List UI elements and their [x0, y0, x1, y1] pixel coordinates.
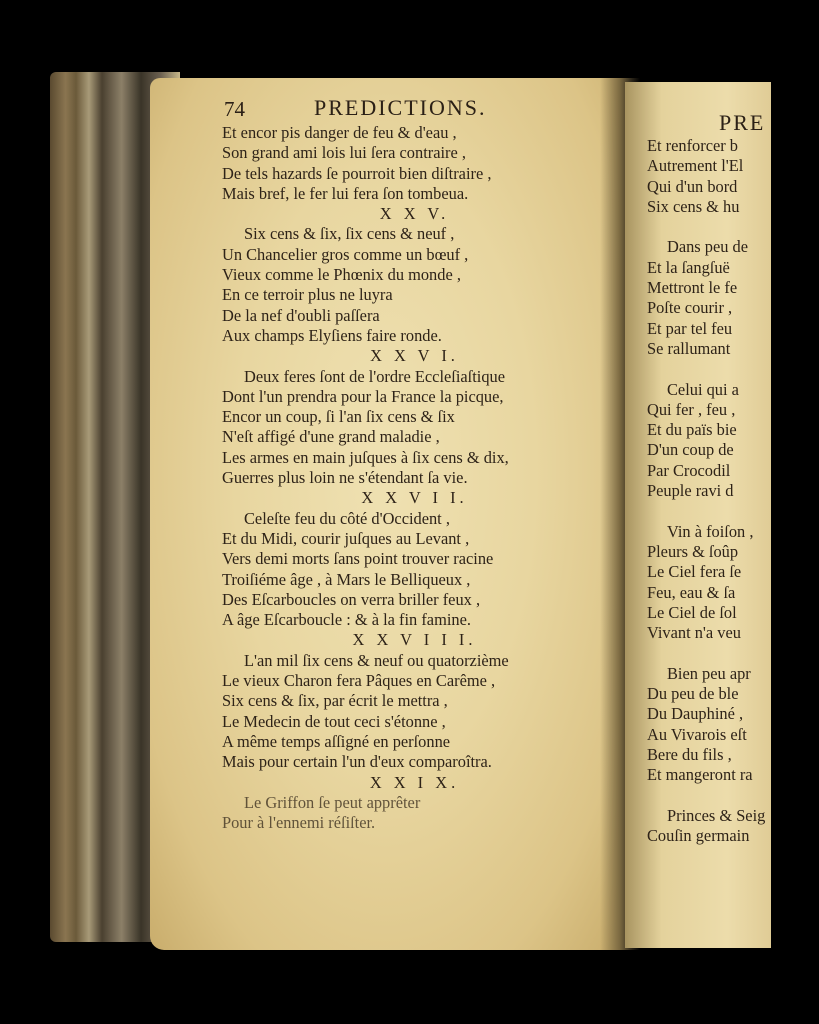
verse-line: Du peu de ble [647, 684, 739, 704]
right-page-text [647, 110, 771, 846]
verse-line: En ce terroir plus ne luyra [222, 285, 393, 305]
verse-line: De la nef d'oubli paſſera [222, 305, 380, 325]
verse-line: Pleurs & ſoûp [647, 541, 739, 561]
verse-line: Au Vivarois eſt [647, 724, 747, 744]
verse-line: Des Eſcarboucles on verra briller feux , [222, 589, 481, 609]
verse-line: Qui fer , feu , [647, 399, 736, 419]
verse-line: Se rallumant [647, 338, 731, 358]
verse-line: Pour à l'ennemi réſiſter. [222, 813, 376, 833]
verse-line: Bien peu apr [667, 663, 751, 683]
verse-line: Six cens & hu [647, 196, 740, 216]
verse-line: Et par tel feu [647, 318, 733, 338]
verse-line: Le vieux Charon fera Pâques en Carême , [222, 671, 496, 691]
verse-line: Vivant n'a veu [647, 623, 741, 643]
verse-line: Un Chancelier gros comme un bœuf , [222, 244, 469, 264]
verse-line: Le Griffon ſe peut apprêter [244, 792, 421, 812]
verse-line: Six cens & ſix, par écrit le mettra , [222, 691, 448, 711]
verse-line: Mais pour certain l'un d'eux comparoîtra. [222, 752, 492, 772]
verse-line: Le Ciel de ſol [647, 602, 737, 622]
verse-line: Vieux comme le Phœnix du monde , [222, 265, 461, 285]
verse-line: Deux feres ſont de l'ordre Eccleſiaſtique [244, 366, 505, 386]
verse-line: Six cens & ſix, ſix cens & neuf , [244, 224, 455, 244]
verse-line: Et du Midi, courir juſques au Levant , [222, 528, 470, 548]
verse-line: L'an mil ſix cens & neuf ou quatorzième [244, 650, 509, 670]
verse-line: A même temps aſſigné en perſonne [222, 731, 451, 751]
verse-line: Poſte courir , [647, 298, 733, 318]
verse-line: A âge Eſcarboucle : & à la fin famine. [222, 610, 471, 630]
verse-line: Dont l'un prendra pour la France la picque, [222, 386, 504, 406]
verse-line: Vin à foiſon , [667, 521, 754, 541]
verse-line: Par Crocodil [647, 460, 731, 480]
verse-line: Troiſiéme âge , à Mars le Belliqueux , [222, 569, 471, 589]
quatrain-number: X X V I I I. [352, 630, 477, 650]
verse-line: Mais bref, le fer lui fera ſon tombeua. [222, 183, 469, 203]
verse-line: Le Ciel fera ſe [647, 562, 742, 582]
verse-line: Son grand ami lois lui ſera contraire , [222, 143, 466, 163]
verse-line: Et mangeront ra [647, 765, 753, 785]
running-title: PREDICTIONS. [314, 95, 487, 120]
stanza-gap [647, 643, 771, 663]
stanza-gap [647, 786, 771, 806]
verse-line: Princes & Seig [667, 805, 766, 825]
verse-line: Celui qui a [667, 379, 739, 399]
verse-line: Du Dauphiné , [647, 704, 744, 724]
verse-line: Couſin germain [647, 826, 750, 846]
verse-line: Mettront le fe [647, 278, 738, 298]
page-number: 74 [224, 97, 245, 121]
verse-line: Vers demi morts ſans point trouver racine [222, 549, 494, 569]
verse-line: Et du païs bie [647, 420, 737, 440]
quatrain-number: X X V I. [370, 346, 459, 366]
verse-line: Et encor pis danger de feu & d'eau , [222, 123, 457, 142]
right-running-title: PRE [719, 110, 766, 135]
quatrain-number: X X V. [379, 204, 450, 224]
verse-line: Autrement l'El [647, 156, 744, 176]
verse-line: Bere du fils , [647, 744, 732, 764]
verse-line: Aux champs Elyſiens faire ronde. [222, 325, 442, 345]
verse-line: N'eſt affigé d'une grand maladie , [222, 427, 440, 447]
left-page-text [222, 95, 607, 833]
quatrain-number: X X I X. [369, 772, 460, 792]
left-page-header [222, 95, 607, 123]
verse-line: Et la ſangſuë [647, 257, 730, 277]
verse-line: Et renforcer b [647, 136, 739, 155]
verse-line: Dans peu de [667, 237, 749, 257]
quatrain-number: X X V I I. [361, 488, 468, 508]
verse-line: Feu, eau & ſa [647, 582, 736, 602]
verse-line: Les armes en main juſques à ſix cens & dix, [222, 447, 509, 467]
stanza-gap [647, 359, 771, 379]
stanza-gap [647, 501, 771, 521]
verse-line: Celeſte feu du côté d'Occident , [244, 508, 450, 528]
verse-line: Peuple ravi d [647, 481, 734, 501]
verse-line: Encor un coup, ſi l'an ſix cens & ſix [222, 407, 455, 427]
verse-line: De tels hazards ſe pourroit bien diſtraire , [222, 163, 492, 183]
verse-line: Guerres plus loin ne s'étendant ſa vie. [222, 468, 468, 488]
verse-line: Qui d'un bord [647, 176, 738, 196]
verse-line: Le Medecin de tout ceci s'étonne , [222, 711, 446, 731]
verse-line: D'un coup de [647, 440, 734, 460]
stanza-gap [647, 217, 771, 237]
